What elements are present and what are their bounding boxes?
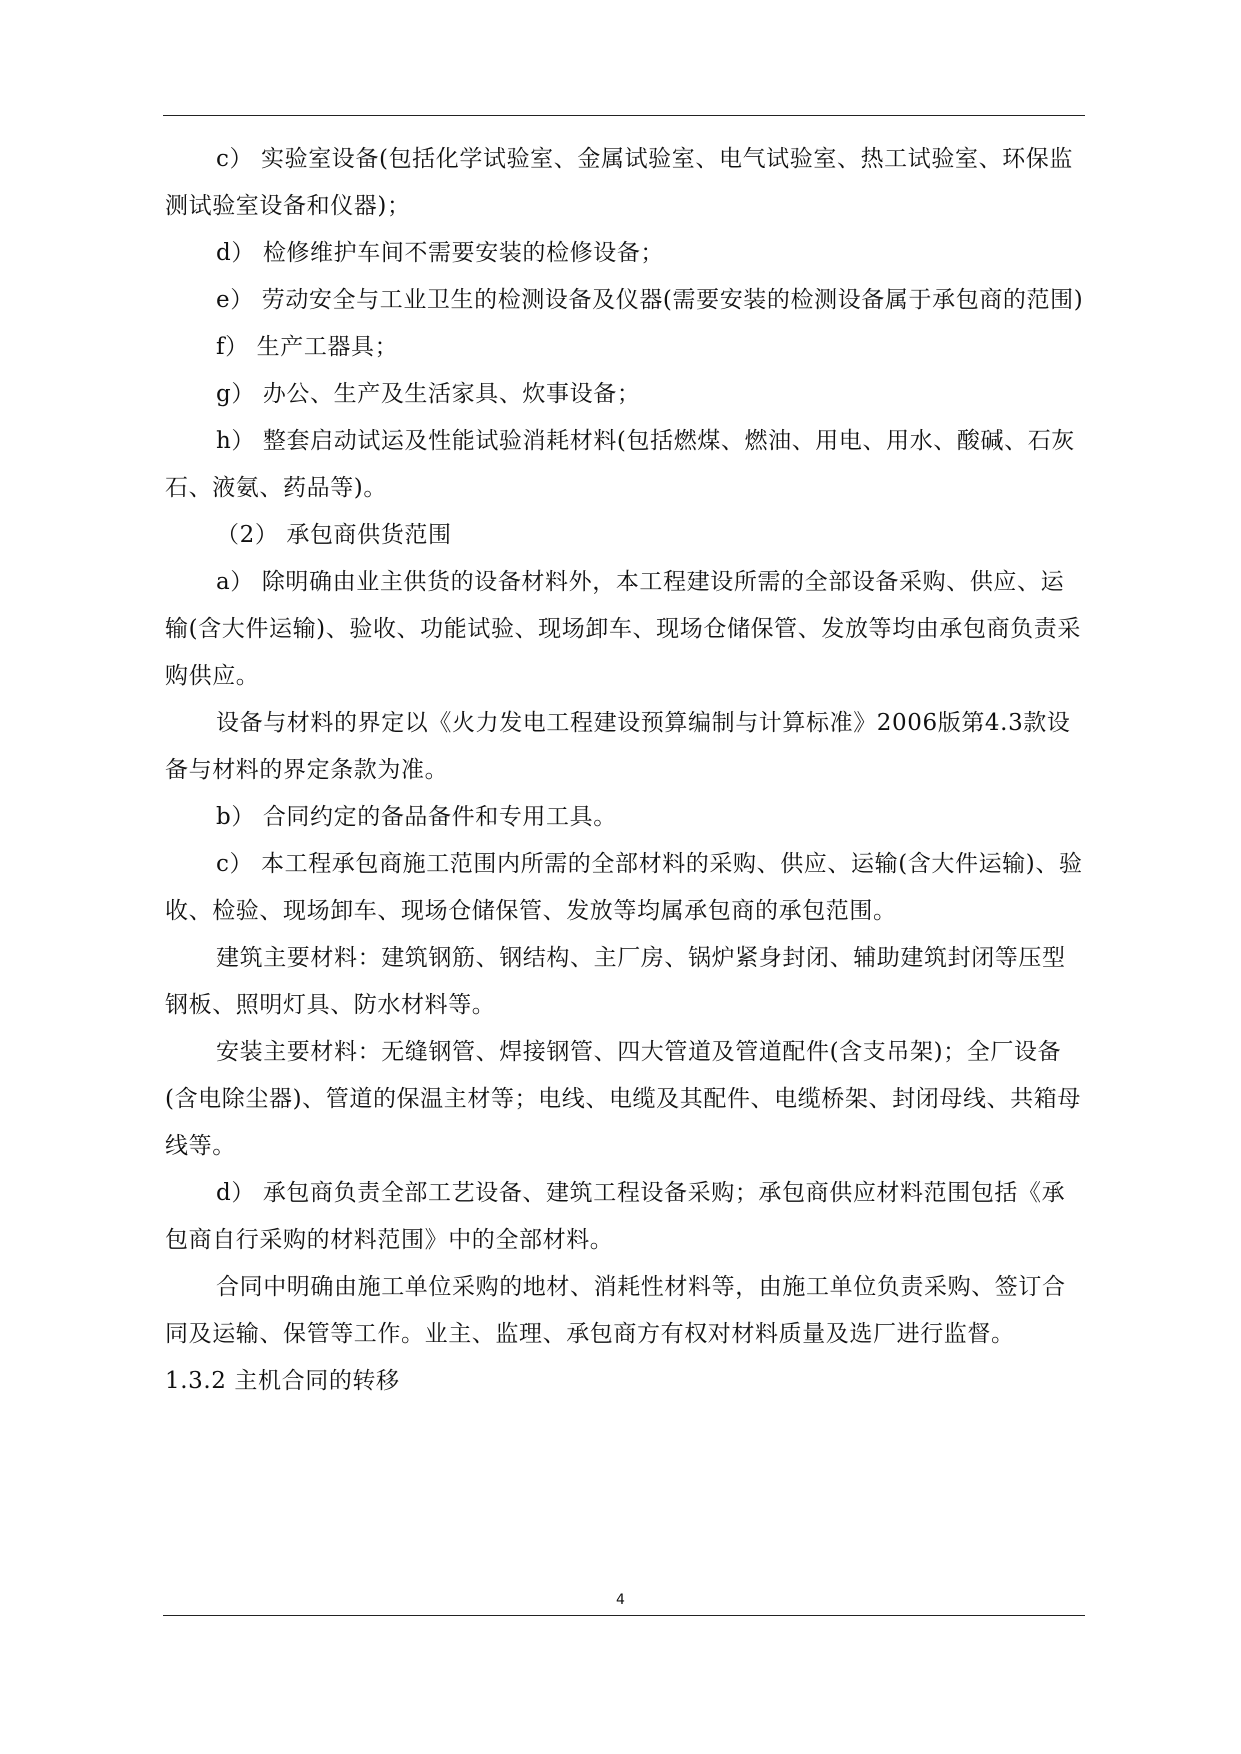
paragraph: a） 除明确由业主供货的设备材料外，本工程建设所需的全部设备采购、供应、运输(含大件运输)、验收、功能试验、现场卸车、现场仓储保管、发放等均由承包商负责采购供应。 <box>165 569 1081 689</box>
page-number: 4 <box>616 1592 625 1608</box>
subsection-heading: （2） 承包商供货范围 <box>216 522 452 548</box>
paragraph: g） 办公、生产及生活家具、炊事设备； <box>216 381 641 407</box>
paragraph: f） 生产工器具； <box>216 334 399 360</box>
footer-rule <box>163 1615 1085 1616</box>
section-heading: 1.3.2 主机合同的转移 <box>165 1368 400 1394</box>
document-body <box>165 136 1085 1405</box>
paragraph: 设备与材料的界定以《火力发电工程建设预算编制与计算标准》2006版第4.3款设备与材料的界定条款为准。 <box>165 710 1071 783</box>
paragraph: d） 承包商负责全部工艺设备、建筑工程设备采购；承包商供应材料范围包括《承包商自行采购的材料范围》中的全部材料。 <box>165 1180 1066 1253</box>
paragraph: 合同中明确由施工单位采购的地材、消耗性材料等，由施工单位负责采购、签订合同及运输、保管等工作。业主、监理、承包商方有权对材料质量及选厂进行监督。 <box>165 1274 1066 1347</box>
paragraph: b） 合同约定的备品备件和专用工具。 <box>216 804 617 830</box>
paragraph: c） 本工程承包商施工范围内所需的全部材料的采购、供应、运输(含大件运输)、验收、检验、现场卸车、现场仓储保管、发放等均属承包商的承包范围。 <box>165 851 1083 924</box>
paragraph: c） 实验室设备(包括化学试验室、金属试验室、电气试验室、热工试验室、环保监测试验室设备和仪器)； <box>165 146 1073 219</box>
header-rule <box>163 115 1085 116</box>
paragraph: e） 劳动安全与工业卫生的检测设备及仪器(需要安装的检测设备属于承包商的范围) <box>216 287 1084 313</box>
paragraph: d） 检修维护车间不需要安装的检修设备； <box>216 240 665 266</box>
paragraph: h） 整套启动试运及性能试验消耗材料(包括燃煤、燃油、用电、用水、酸碱、石灰石、液氨、药品等)。 <box>165 428 1075 501</box>
paragraph: 安装主要材料：无缝钢管、焊接钢管、四大管道及管道配件(含支吊架)；全厂设备(含电除尘器)、管道的保温主材等；电线、电缆及其配件、电缆桥架、封闭母线、共箱母线等。 <box>165 1039 1081 1159</box>
paragraph: 建筑主要材料：建筑钢筋、钢结构、主厂房、锅炉紧身封闭、辅助建筑封闭等压型钢板、照明灯具、防水材料等。 <box>165 945 1066 1018</box>
